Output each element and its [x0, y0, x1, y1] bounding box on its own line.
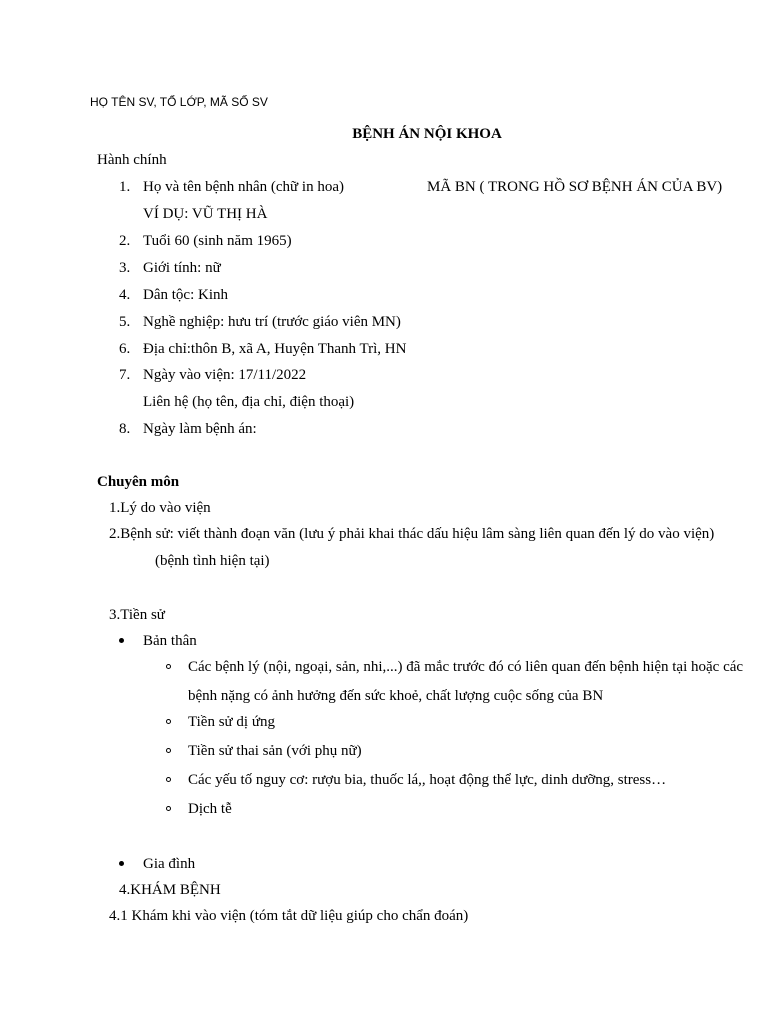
admin-item-name: Họ và tên bệnh nhân (chữ in hoa) — [143, 179, 344, 195]
self-history-item: Các yếu tố nguy cơ: rượu bia, thuốc lá,, hoạt động thể lực, dinh dưỡng, stress… — [188, 772, 667, 788]
self-history-item: Tiền sử dị ứng — [188, 714, 275, 730]
name-example: VÍ DỤ: VŨ THỊ HÀ — [143, 206, 268, 222]
examination-on-admission: 4.1 Khám khi vào viện (tóm tắt dữ liệu giúp cho chẩn đoán) — [109, 908, 469, 924]
reason-for-admission: 1.Lý do vào viện — [109, 500, 211, 516]
circle-bullet-icon — [166, 806, 171, 811]
patient-code-note: MÃ BN ( TRONG HỒ SƠ BỆNH ÁN CỦA BV) — [427, 179, 723, 195]
admin-item-ethnicity: Dân tộc: Kinh — [143, 287, 228, 303]
self-history-item: Các bệnh lý (nội, ngoại, sản, nhi,...) đã mắc trước đó có liên quan đến bệnh hiện tại hoặc các — [188, 659, 744, 675]
admin-item-number: 5. — [119, 314, 131, 330]
header-line: HỌ TÊN SV, TỔ LỚP, MÃ SỐ SV — [90, 95, 268, 109]
contact-line: Liên hệ (họ tên, địa chỉ, điện thoại) — [143, 394, 355, 410]
admin-item-number: 7. — [119, 367, 131, 383]
admin-item-admission-date: Ngày vào viện: 17/11/2022 — [143, 367, 307, 383]
medical-history: 2.Bệnh sử: viết thành đoạn văn (lưu ý phải khai thác dấu hiệu lâm sàng liên quan đến lý do vào viện) — [109, 526, 715, 542]
admin-item-number: 3. — [119, 260, 131, 276]
admin-heading: Hành chính — [97, 152, 167, 168]
circle-bullet-icon — [166, 664, 171, 669]
admin-item-occupation: Nghề nghiệp: hưu trí (trước giáo viên MN) — [143, 314, 401, 330]
admin-item-number: 4. — [119, 287, 131, 303]
past-history: 3.Tiền sử — [109, 607, 165, 623]
admin-item-age: Tuổi 60 (sinh năm 1965) — [143, 233, 292, 249]
medical-history-sub: (bệnh tình hiện tại) — [155, 553, 270, 569]
admin-item-gender: Giới tính: nữ — [143, 260, 221, 276]
admin-item-number: 6. — [119, 341, 131, 357]
admin-item-address: Địa chỉ:thôn B, xã A, Huyện Thanh Trì, HN — [143, 341, 407, 357]
admin-item-number: 2. — [119, 233, 131, 249]
circle-bullet-icon — [166, 777, 171, 782]
family-history-label: Gia đình — [143, 856, 196, 872]
self-history-item: Dịch tễ — [188, 801, 232, 817]
self-history-label: Bản thân — [143, 633, 197, 649]
examination-heading: 4.KHÁM BỆNH — [119, 882, 221, 898]
specialty-heading: Chuyên môn — [97, 474, 180, 490]
admin-item-record-date: Ngày làm bệnh án: — [143, 421, 257, 437]
admin-item-number: 8. — [119, 421, 131, 437]
circle-bullet-icon — [166, 748, 171, 753]
admin-item-number: 1. — [119, 179, 131, 195]
self-history-item: Tiền sử thai sản (với phụ nữ) — [188, 743, 362, 759]
self-history-item-continuation: bệnh nặng có ảnh hưởng đến sức khoẻ, chất lượng cuộc sống của BN — [188, 688, 604, 704]
bullet-icon — [119, 861, 124, 866]
document-title: BỆNH ÁN NỘI KHOA — [352, 126, 502, 142]
bullet-icon — [119, 638, 124, 643]
circle-bullet-icon — [166, 719, 171, 724]
